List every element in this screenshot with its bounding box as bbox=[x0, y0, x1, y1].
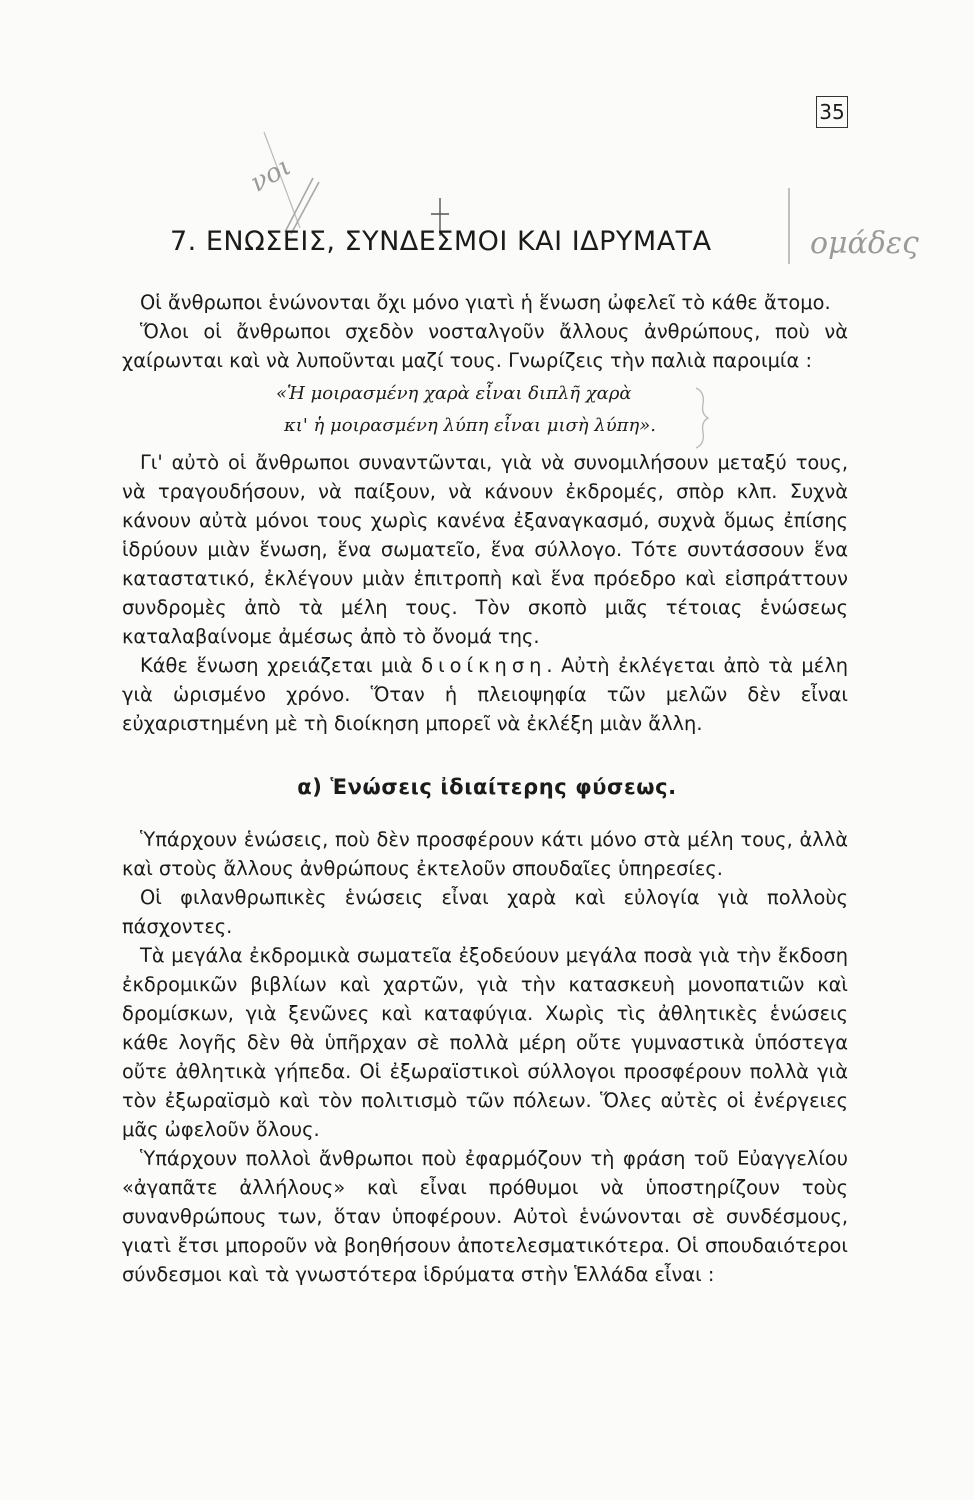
section-text bbox=[122, 825, 848, 1289]
section-heading: α) Ἑνώσεις ἰδιαίτερης φύσεως. bbox=[297, 775, 677, 799]
body-paragraph-4 bbox=[122, 651, 848, 738]
chapter-title: 7. ΕΝΩΣΕΙΣ, ΣΥΝΔΕΣΜΟΙ ΚΑΙ ΙΔΡΥΜΑΤΑ bbox=[170, 226, 712, 257]
proverb-quote bbox=[276, 378, 656, 442]
proverb-line-2: κι' ἡ μοιρασμένη λύπη εἶναι μισὴ λύπη». bbox=[284, 415, 656, 436]
p4-tail: . Αὐτὴ ἐκλέγεται ἀπὸ τὰ μέλη γιὰ ὡρισμένο χρόνο. Ὅταν ἡ πλειοψηφία τῶν μελῶν δὲν εἶναι εὐχαριστημένη μὲ τὴ διοίκηση μπορεῖ νὰ ἐκλέξη μιὰν ἄλλη. bbox=[122, 654, 848, 735]
p4-spaced-word: διοίκηση bbox=[421, 654, 547, 677]
proverb-line-1: «Ἡ μοιρασμένη χαρὰ εἶναι διπλῆ χαρὰ bbox=[276, 383, 632, 404]
margin-note-left: νοι bbox=[245, 151, 297, 199]
intro-text bbox=[122, 288, 848, 375]
intro-paragraph-1: Οἱ ἄνθρωποι ἑνώνονται ὄχι μόνο γιατὶ ἡ ἕνωση ὠφελεῖ τὸ κάθε ἄτομο. bbox=[140, 291, 831, 314]
section-paragraph-3: Τὰ μεγάλα ἐκδρομικὰ σωματεῖα ἐξοδεύουν μεγάλα ποσὰ γιὰ τὴν ἔκδοση ἐκδρομικῶν βιβλίων καὶ χαρτῶν, γιὰ τὴν κατασκευὴ μονοπατιῶν καὶ δρομίσκων, γιὰ ξενῶνες καὶ καταφύγια. Χωρὶς τὶς ἀθλητικὲς ἑνώσεις κάθε λογῆς δὲν θὰ ὑπῆρχαν σὲ πολλὰ μέρη οὔτε γυμναστικὰ ὑπόστεγα οὔτε ἀθλητικὰ γήπεδα. Οἱ ἐξωραϊστικοὶ σύλλογοι προσφέρουν πολλὰ γιὰ τὸν ἐξωραϊσμὸ καὶ τὸν πολιτισμὸ τῶν πόλεων. Ὅλες αὐτὲς οἱ ἐνέργειες μᾶς ὠφελοῦν ὅλους. bbox=[122, 944, 848, 1141]
margin-note-right: ομάδες bbox=[810, 226, 919, 261]
section-paragraph-4: Ὑπάρχουν πολλοὶ ἄνθρωποι ποὺ ἐφαρμόζουν τὴ φράση τοῦ Εὐαγγελίου «ἀγαπᾶτε ἀλλήλους» καὶ εἶναι πρόθυμοι νὰ ὑποστηρίζουν τοὺς συνανθρώπους των, ὅταν ὑποφέρουν. Αὐτοὶ ἑνώνονται σὲ συνδέσμους, γιατὶ ἔτσι μποροῦν νὰ βοηθήσουν ἀποτελεσματικότερα. Οἱ σπουδαιότεροι σύνδεσμοι καὶ τὰ γνωστότερα ἱδρύματα στὴν Ἑλλάδα εἶναι : bbox=[122, 1147, 848, 1286]
body-paragraph-3: Γι' αὐτὸ οἱ ἄνθρωποι συναντῶνται, γιὰ νὰ συνομιλήσουν μεταξύ τους, νὰ τραγουδήσουν, νὰ παίξουν, νὰ κάνουν ἐκδρομές, σπὸρ κλπ. Συχνὰ κάνουν αὐτὰ μόνοι τους χωρὶς κανένα ἐξαναγκασμό, συχνὰ ὅμως ἐπίσης ἱδρύουν μιὰν ἕνωση, ἕνα σωματεῖο, ἕνα σύλλογο. Τότε συντάσσουν ἕνα καταστατικό, ἐκλέγουν μιὰν ἐπιτροπὴ καὶ ἕνα πρόεδρο καὶ εἰσπράττουν συνδρομὲς ἀπὸ τὰ μέλη τους. Τὸν σκοπὸ μιᾶς τέτοιας ἑνώσεως καταλαβαίνομε ἀμέσως ἀπὸ τὸ ὄνομά της. bbox=[122, 451, 848, 648]
page-number: 35 bbox=[816, 96, 848, 128]
body-text bbox=[122, 448, 848, 738]
section-paragraph-1: Ὑπάρχουν ἑνώσεις, ποὺ δὲν προσφέρουν κάτι μόνο στὰ μέλη τους, ἀλλὰ καὶ στοὺς ἄλλους ἀνθρώπους ἐκτελοῦν σπουδαῖες ὑπηρεσίες. bbox=[122, 828, 848, 880]
section-paragraph-2: Οἱ φιλανθρωπικὲς ἑνώσεις εἶναι χαρὰ καὶ εὐλογία γιὰ πολλοὺς πάσχοντες. bbox=[122, 886, 848, 938]
intro-paragraph-2: Ὅλοι οἱ ἄνθρωποι σχεδὸν νοσταλγοῦν ἄλλους ἀνθρώπους, ποὺ νὰ χαίρωνται καὶ νὰ λυποῦνται μαζί τους. Γνωρίζεις τὴν παλιὰ παροιμία : bbox=[122, 320, 848, 372]
p4-lead: Κάθε ἕνωση χρειάζεται μιὰ bbox=[140, 654, 422, 677]
